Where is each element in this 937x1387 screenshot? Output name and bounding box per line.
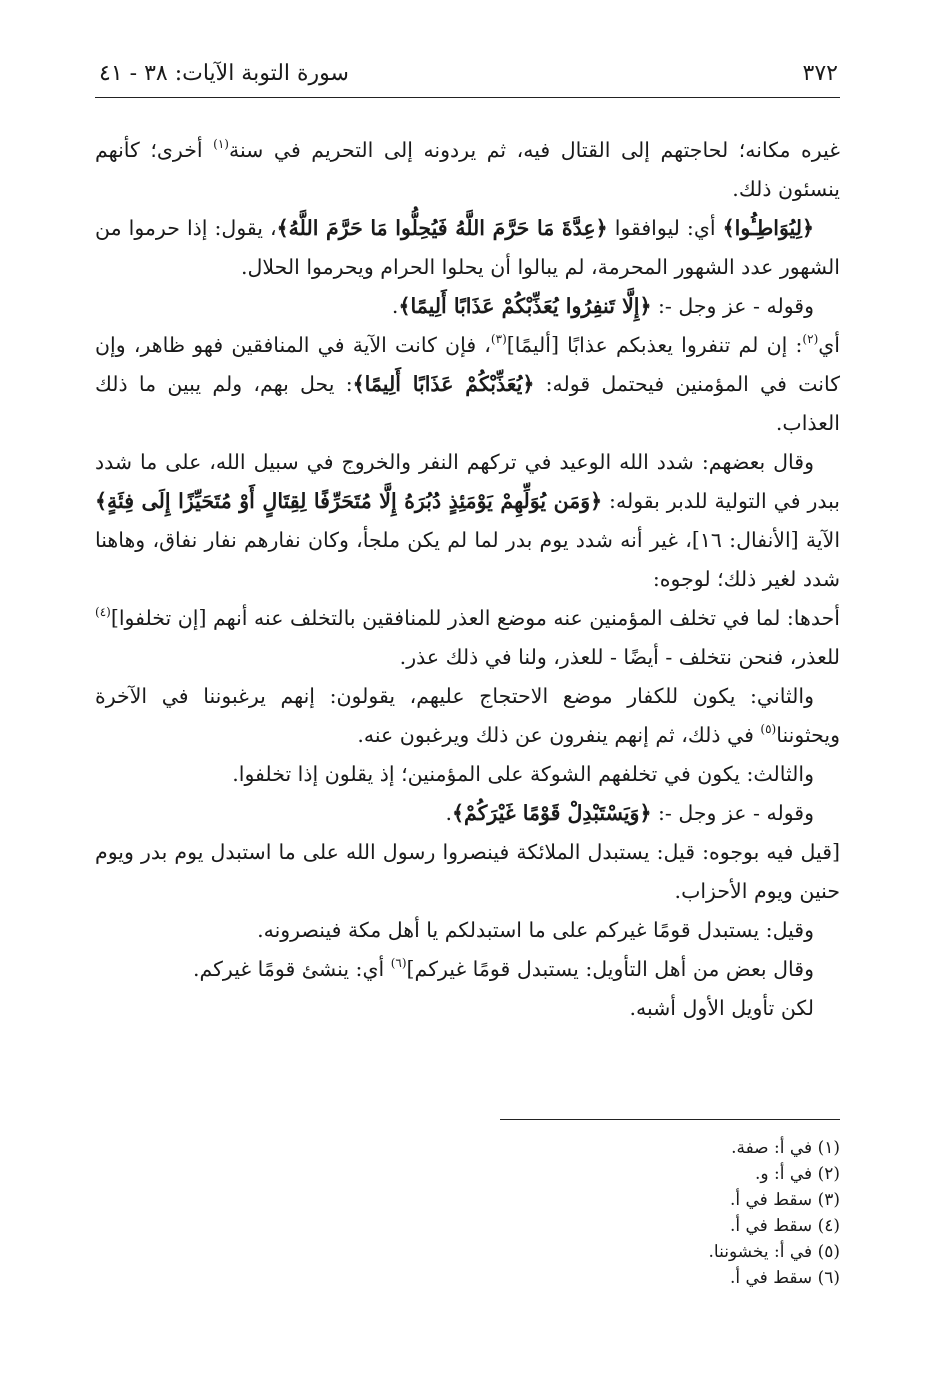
text-run: الآية [الأنفال: ١٦]، غير أنه شدد يوم بدر لما لم يكن ملجأ، وكان نفارهم نفار نفاق، وهاهنا شدد لغير ذلك؛ لوجوه: xyxy=(95,528,841,591)
text-run: . xyxy=(445,801,453,825)
footnote-2: (٢) في أ: و. xyxy=(755,1164,840,1184)
footnote-3: (٣) سقط في أ. xyxy=(729,1190,840,1210)
main-text xyxy=(95,131,840,1028)
paragraph-9 xyxy=(95,794,840,833)
book-page xyxy=(95,55,840,1355)
quran-quote: ﴿لِيُوَاطِـُٔوا﴾ xyxy=(722,216,814,240)
text-run: غيره مكانه؛ لحاجتهم إلى القتال فيه، ثم يردونه إلى التحريم في سنة xyxy=(228,138,840,162)
paragraph-8: والثالث: يكون في تخلفهم الشوكة على المؤمنين؛ إذ يقلون إذا تخلفوا. xyxy=(232,762,814,786)
quran-quote: ﴿يُعَذِّبْكُمْ عَذَابًا أَلِيمًا﴾ xyxy=(352,372,535,396)
text-run: وقوله - عز وجل -: xyxy=(651,294,814,318)
paragraph-7 xyxy=(95,677,840,755)
paragraph-3 xyxy=(95,287,840,326)
text-run: ، فإن كانت الآية في المنافقين فهو ظاهر، وإن كانت في المؤمنين فيحتمل قوله: xyxy=(95,333,840,396)
text-run: والثاني: يكون للكفار موضع الاحتجاج عليهم، يقولون: إنهم يرغبوننا في الآخرة ويحثوننا xyxy=(95,684,840,747)
text-run: وقال بعضهم: شدد الله الوعيد في تركهم النفر والخروج في سبيل الله، على ما شدد ببدر في التولية للدبر بقوله: xyxy=(95,450,840,513)
quran-quote: ﴿إِلَّا تَنفِرُوا يُعَذِّبْكُمْ عَذَابًا أَلِيمًا﴾ xyxy=(398,294,652,318)
quran-quote: ﴿عِدَّةَ مَا حَرَّمَ اللَّهُ فَيُحِلُّوا مَا حَرَّمَ اللَّهُ﴾ xyxy=(276,216,608,240)
text-run: : يحل بهم، ولم يبين ما ذلك العذاب. xyxy=(95,372,840,435)
text-run: ، يقول: إذا حرموا من الشهور عدد الشهور المحرمة، لم يبالوا أن يحلوا الحرام ويحرموا الحلال. xyxy=(95,216,840,279)
text-run: أي: ليوافقوا xyxy=(607,216,723,240)
footnotes xyxy=(95,1135,840,1291)
footnote-ref-4: (٤) xyxy=(95,605,111,619)
text-run: للعذر، فنحن نتخلف - أيضًا - للعذر، ولنا في ذلك عذر. xyxy=(399,645,840,669)
footnote-divider xyxy=(500,1119,840,1120)
text-run: أحدها: لما في تخلف المؤمنين عنه موضع العذر للمنافقين بالتخلف عنه أنهم [إن تخلفوا] xyxy=(110,606,840,630)
running-header xyxy=(95,55,840,98)
footnote-ref-2: (٢) xyxy=(802,332,819,346)
paragraph-1 xyxy=(95,131,840,209)
paragraph-13: لكن تأويل الأول أشبه. xyxy=(629,996,814,1020)
footnote-ref-1: (١) xyxy=(213,137,229,151)
text-run: أخرى؛ كأنهم ينسئون ذلك. xyxy=(95,138,840,201)
footnote-6: (٦) سقط في أ. xyxy=(729,1268,840,1288)
footnote-1: (١) في أ: صفة. xyxy=(731,1138,840,1158)
paragraph-12 xyxy=(95,950,840,989)
quran-quote: ﴿وَمَن يُوَلِّهِمْ يَوْمَئِذٍ دُبُرَهُ إِلَّا مُتَحَرِّفًا لِقِتَالٍ أَوْ مُتَحَيِّزًا إِلَى فِئَةٍ﴾ xyxy=(95,489,603,513)
paragraph-2 xyxy=(95,209,840,287)
footnote-ref-5: (٥) xyxy=(760,722,777,736)
footnote-ref-6: (٦) xyxy=(390,956,407,970)
quran-quote: ﴿وَيَسْتَبْدِلْ قَوْمًا غَيْرَكُمْ﴾ xyxy=(452,801,652,825)
text-run: في ذلك، ثم إنهم ينفرون عن ذلك ويرغبون عنه. xyxy=(357,723,761,747)
paragraph-10: [قيل فيه بوجوه: قيل: يستبدل الملائكة فينصروا رسول الله على ما استبدل يوم بدر ويوم حنين ويوم الأحزاب. xyxy=(95,840,840,903)
text-run: وقوله - عز وجل -: xyxy=(651,801,814,825)
header-title: سورة التوبة الآيات: ٣٨ - ٤١ xyxy=(99,61,349,86)
footnote-4: (٤) سقط في أ. xyxy=(729,1216,840,1236)
paragraph-4 xyxy=(95,326,840,443)
paragraph-11: وقيل: يستبدل قومًا غيركم على ما استبدلكم يا أهل مكة فينصرونه. xyxy=(257,918,814,942)
page-number: ٣٧٢ xyxy=(802,61,838,86)
text-run: وقال بعض من أهل التأويل: يستبدل قومًا غيركم] xyxy=(406,957,814,981)
text-run: أي xyxy=(818,333,840,357)
text-run: : إن لم تنفروا يعذبكم عذابًا [أليمًا] xyxy=(506,333,803,357)
paragraph-5 xyxy=(95,443,840,599)
paragraph-6 xyxy=(95,599,840,677)
footnote-ref-3: (٣) xyxy=(490,332,507,346)
text-run: . xyxy=(391,294,399,318)
footnote-5: (٥) في أ: يخشوننا. xyxy=(708,1242,840,1262)
text-run: أي: ينشئ قومًا غيركم. xyxy=(192,957,391,981)
